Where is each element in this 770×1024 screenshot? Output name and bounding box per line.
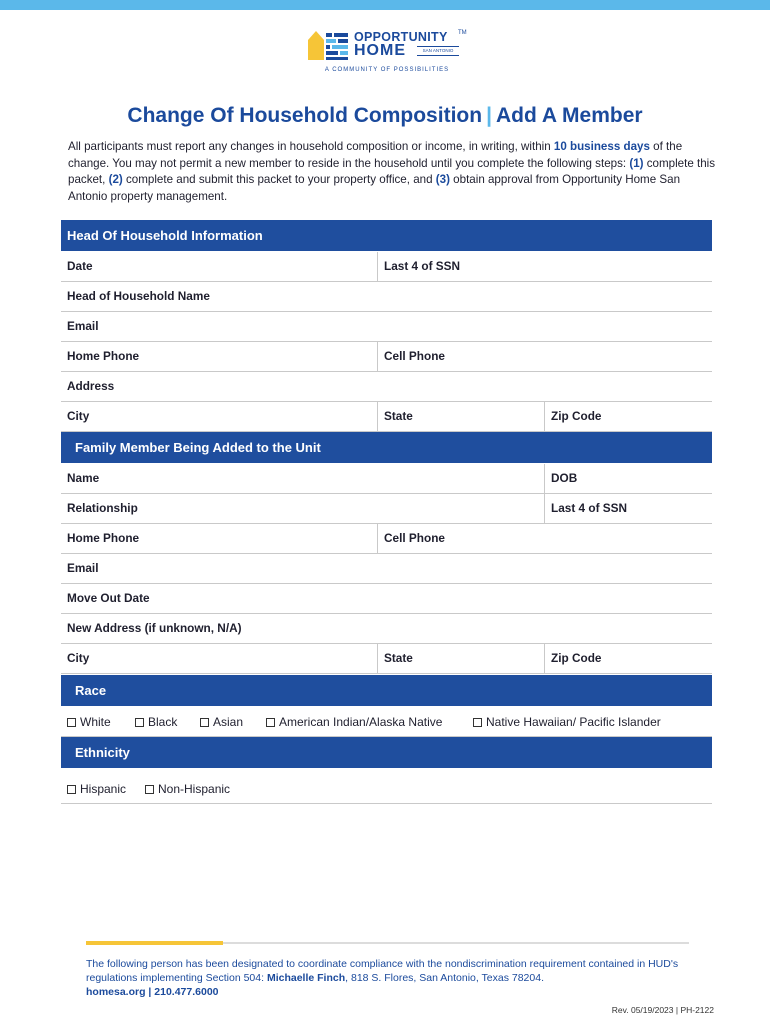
row-phones[interactable]: [61, 342, 712, 372]
race-option-label: Native Hawaiian/ Pacific Islander: [486, 715, 661, 729]
logo-house-icon: [306, 28, 354, 62]
intro-step-3: (3): [435, 173, 450, 186]
label-member-cell-phone: Cell Phone: [384, 531, 445, 545]
logo-sub: SAN ANTONIO: [417, 46, 459, 56]
race-option-label: White: [80, 715, 111, 729]
row-name-dob[interactable]: [61, 464, 712, 494]
logo-trademark: TM: [458, 30, 467, 36]
footer-accent-yellow: [86, 941, 223, 945]
label-date: Date: [67, 259, 93, 273]
title-part1: Change Of Household Composition: [127, 104, 483, 127]
row-email[interactable]: [61, 312, 712, 342]
footer-text-2: , 818 S. Flores, San Antonio, Texas 78204.: [345, 972, 544, 984]
race-option-native-hawaiian[interactable]: [473, 715, 661, 729]
intro-text-4: complete and submit this packet to your property office, and: [122, 173, 436, 186]
footer-contact[interactable]: homesa.org | 210.477.6000: [86, 986, 219, 998]
top-accent-bar: [0, 0, 770, 10]
race-option-white[interactable]: [67, 715, 111, 729]
intro-text-1: All participants must report any changes in household composition or income, in writing, within: [68, 140, 554, 153]
ethnicity-option-non-hispanic[interactable]: [145, 782, 230, 796]
label-member-name: Name: [67, 471, 100, 485]
checkbox-icon[interactable]: [67, 785, 76, 794]
label-move-out-date: Move Out Date: [67, 591, 150, 605]
race-option-black[interactable]: [135, 715, 177, 729]
ethnicity-option-label: Non-Hispanic: [158, 782, 231, 796]
label-member-zip: Zip Code: [551, 651, 602, 665]
section-header-race: Race: [61, 675, 712, 706]
race-option-asian[interactable]: [200, 715, 243, 729]
label-member-city: City: [67, 651, 90, 665]
label-cell-phone: Cell Phone: [384, 349, 445, 363]
label-member-home-phone: Home Phone: [67, 531, 140, 545]
checkbox-icon[interactable]: [200, 718, 209, 727]
label-zip: Zip Code: [551, 409, 602, 423]
race-option-label: Black: [148, 715, 178, 729]
title-part2: Add A Member: [495, 104, 643, 127]
title-separator: |: [486, 104, 492, 127]
page-title: [0, 104, 770, 128]
row-city-state-zip[interactable]: [61, 402, 712, 432]
logo-tagline: A COMMUNITY OF POSSIBILITIES: [324, 67, 450, 73]
logo-line1: OPPORTUNITY: [354, 30, 448, 44]
race-option-american-indian[interactable]: [266, 715, 442, 729]
label-new-address: New Address (if unknown, N/A): [67, 621, 242, 635]
intro-emph-1: 10 business days: [553, 140, 650, 153]
row-address[interactable]: [61, 372, 712, 402]
ethnicity-option-label: Hispanic: [80, 782, 127, 796]
label-member-state: State: [384, 651, 413, 665]
checkbox-icon[interactable]: [266, 718, 275, 727]
section-header-ethnicity: Ethnicity: [61, 737, 712, 768]
row-date-ssn[interactable]: [61, 252, 712, 282]
checkbox-icon[interactable]: [145, 785, 154, 794]
intro-text-3: complete this packet,: [68, 156, 716, 186]
label-head-name: Head of Household Name: [67, 289, 210, 303]
label-dob: DOB: [551, 471, 578, 485]
label-home-phone: Home Phone: [67, 349, 140, 363]
footer-text-1: The following person has been designated to coordinate compliance with the nondiscrimination requirement contained in HUD's regulations implementing Section 504:: [86, 958, 679, 984]
label-state: State: [384, 409, 413, 423]
section-header-family-member: Family Member Being Added to the Unit: [61, 432, 712, 463]
label-email: Email: [67, 319, 99, 333]
footer-divider: [223, 942, 689, 944]
intro-paragraph: [68, 139, 718, 205]
section-header-head-of-household: Head Of Household Information: [61, 220, 712, 251]
label-member-email: Email: [67, 561, 99, 575]
label-relationship: Relationship: [67, 501, 138, 515]
checkbox-icon[interactable]: [473, 718, 482, 727]
revision-label: Rev. 05/19/2023 | PH-2122: [611, 1005, 714, 1015]
race-options: [61, 707, 712, 737]
checkbox-icon[interactable]: [135, 718, 144, 727]
intro-text-5: obtain approval from Opportunity Home San Antonio property management.: [68, 173, 681, 203]
row-new-address[interactable]: [61, 614, 712, 644]
label-address: Address: [67, 379, 115, 393]
row-member-city-state-zip[interactable]: [61, 644, 712, 674]
intro-text-2: of the change. You may not permit a new member to reside in the household until you complete the following steps:: [68, 140, 683, 170]
race-option-label: American Indian/Alaska Native: [279, 715, 443, 729]
ethnicity-options: [61, 774, 712, 804]
row-member-email[interactable]: [61, 554, 712, 584]
row-relationship-ssn[interactable]: [61, 494, 712, 524]
logo-line2: HOME: [354, 42, 406, 59]
footer-notice: [86, 957, 706, 999]
label-city: City: [67, 409, 90, 423]
footer-coordinator-name: Michaelle Finch: [266, 972, 346, 984]
row-move-out-date[interactable]: [61, 584, 712, 614]
ethnicity-option-hispanic[interactable]: [67, 782, 126, 796]
checkbox-icon[interactable]: [67, 718, 76, 727]
row-head-name[interactable]: [61, 282, 712, 312]
label-last4-ssn: Last 4 of SSN: [384, 259, 461, 273]
intro-step-1: (1): [629, 156, 644, 170]
intro-step-2: (2): [108, 173, 123, 186]
label-member-ssn: Last 4 of SSN: [551, 501, 628, 515]
race-option-label: Asian: [213, 715, 244, 729]
row-member-phones[interactable]: [61, 524, 712, 554]
